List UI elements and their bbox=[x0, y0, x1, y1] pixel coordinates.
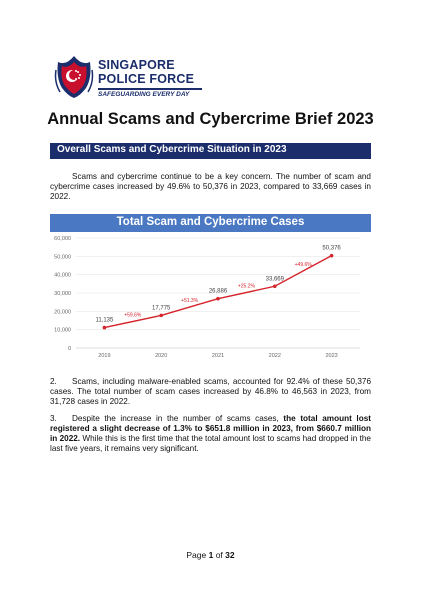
section-header-text: Overall Scams and Cybercrime Situation in 2023 bbox=[57, 144, 287, 155]
y-tick-label: 40,000 bbox=[54, 272, 71, 279]
x-tick-label: 2021 bbox=[211, 353, 225, 359]
paragraph-2-number: 2. bbox=[50, 377, 57, 386]
logo-tagline: SAFEGUARDING EVERY DAY bbox=[98, 91, 190, 98]
y-tick-label: 50,000 bbox=[54, 254, 71, 261]
paragraph-2 bbox=[50, 377, 371, 407]
paragraph-2-text: Scams, including malware-enabled scams, accounted for 92.4% of these 50,376 cases. The total number of scam cases increased by 46.8% to 46,563 in 2023, from 31,728 cases in 2022. bbox=[50, 377, 371, 406]
x-tick-label: 2022 bbox=[268, 353, 281, 359]
data-point bbox=[216, 297, 220, 301]
logo-line2: POLICE FORCE bbox=[98, 72, 195, 86]
y-tick-label: 0 bbox=[67, 346, 71, 352]
paragraph-3 bbox=[50, 414, 371, 454]
paragraph-3-text-bold: the total amount lost registered a slight decrease of 1.3% to $651.8 million in 2023, from $660.7 million in 2022. bbox=[50, 414, 371, 443]
paragraph-3-text-a: Despite the increase in the number of scams cases, bbox=[72, 414, 284, 423]
section-header bbox=[50, 143, 371, 159]
footer-mid: of bbox=[213, 550, 226, 560]
paragraph-3-text-b: While this is the first time that the total amount lost to scams had dropped in the last five years, it remains very significant. bbox=[50, 434, 371, 453]
footer-prefix: Page bbox=[186, 550, 209, 560]
x-tick-label: 2020 bbox=[155, 353, 168, 359]
chart-title: Total Scam and Cybercrime Cases bbox=[116, 216, 305, 228]
data-label: 26,886 bbox=[208, 288, 228, 295]
spf-logo bbox=[54, 52, 204, 104]
data-label: 33,669 bbox=[265, 276, 284, 283]
cases-line-chart bbox=[50, 214, 371, 364]
data-point bbox=[103, 326, 107, 330]
data-label: 17,775 bbox=[152, 305, 171, 312]
data-point bbox=[273, 284, 277, 288]
growth-label: +49.6% bbox=[294, 261, 312, 268]
data-label: 50,376 bbox=[322, 245, 341, 252]
police-crest-icon bbox=[54, 52, 94, 100]
x-tick-label: 2019 bbox=[98, 353, 111, 359]
data-label: 11,135 bbox=[95, 317, 114, 324]
y-tick-label: 10,000 bbox=[54, 327, 71, 334]
paragraph-3-number: 3. bbox=[50, 414, 57, 423]
y-tick-label: 60,000 bbox=[54, 236, 71, 242]
growth-label: +25.2% bbox=[237, 283, 255, 290]
data-point bbox=[159, 314, 163, 318]
y-tick-label: 30,000 bbox=[54, 291, 71, 297]
logo-line1: SINGAPORE bbox=[98, 58, 175, 72]
growth-label: +51.3% bbox=[181, 298, 199, 305]
page-footer bbox=[0, 550, 421, 560]
document-title: Annual Scams and Cybercrime Brief 2023 bbox=[47, 110, 374, 128]
footer-page-total: 32 bbox=[225, 550, 235, 560]
chart-title-bar bbox=[50, 214, 371, 232]
growth-label: +59.6% bbox=[124, 312, 142, 319]
data-point bbox=[330, 254, 334, 258]
footer-page-number: 1 bbox=[208, 550, 214, 560]
chart-plot bbox=[50, 232, 371, 364]
y-tick-label: 20,000 bbox=[54, 309, 71, 316]
paragraph-1: Scams and cybercrime continue to be a key concern. The number of scam and cybercrime cases increased by 49.6% to 50,376 in 2023, compared to 33,669 cases in 2022. bbox=[50, 172, 371, 201]
logo-divider bbox=[98, 88, 202, 90]
x-tick-label: 2023 bbox=[325, 353, 338, 359]
